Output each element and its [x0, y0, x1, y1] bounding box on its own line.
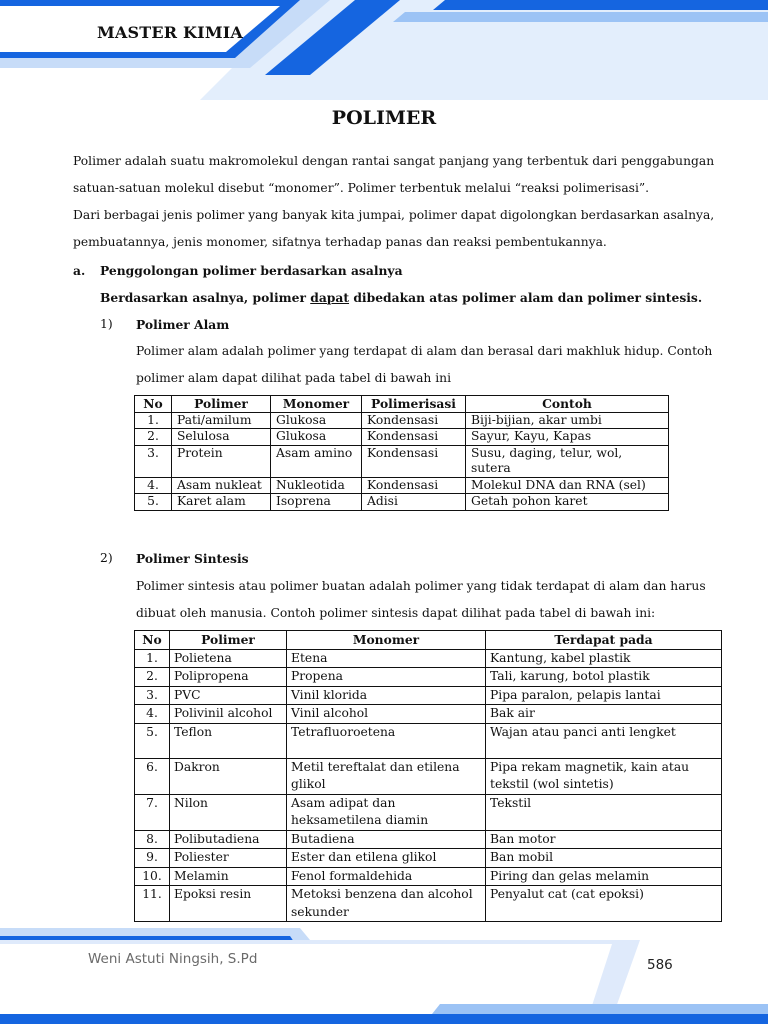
table-cell: Nilon: [170, 794, 287, 830]
table-cell: 8.: [135, 830, 170, 849]
table-cell: Pipa paralon, pelapis lantai: [486, 686, 722, 705]
table-cell: Kondensasi: [362, 445, 466, 477]
polimer-alam-table: [134, 395, 669, 511]
table-row: [135, 412, 669, 429]
table-cell: 2.: [135, 429, 172, 446]
header-title: MASTER KIMIA: [97, 23, 244, 42]
table-cell: 5.: [135, 723, 170, 758]
table-cell: Molekul DNA dan RNA (sel): [466, 477, 669, 494]
col-header: Terdapat pada: [486, 631, 722, 650]
col-header: No: [135, 396, 172, 413]
table-cell: Tetrafluoroetena: [287, 723, 486, 758]
table-row: [135, 649, 722, 668]
polimer-sintesis-table: [134, 630, 722, 922]
sintesis-marker: 2): [100, 551, 113, 565]
table-cell: Melamin: [170, 867, 287, 886]
page-number: 586: [647, 957, 673, 973]
sintesis-desc-1: Polimer sintesis atau polimer buatan adalah polimer yang tidak terdapat di alam dan harus: [136, 579, 706, 593]
table-cell: Glukosa: [271, 429, 362, 446]
table-cell: Dakron: [170, 758, 287, 794]
table-cell: 11.: [135, 886, 170, 922]
table-cell: Kondensasi: [362, 477, 466, 494]
alam-heading: Polimer Alam: [136, 317, 230, 332]
col-header: Polimer: [170, 631, 287, 650]
table-cell: Asam amino: [271, 445, 362, 477]
table-cell: Kondensasi: [362, 412, 466, 429]
table-cell: Vinil klorida: [287, 686, 486, 705]
table-cell: Asam nukleat: [172, 477, 271, 494]
table-cell: Bak air: [486, 705, 722, 724]
table-cell: Pati/amilum: [172, 412, 271, 429]
table-cell: Asam adipat dan heksametilena diamin: [287, 794, 486, 830]
table-cell: 1.: [135, 412, 172, 429]
table-cell: Fenol formaldehida: [287, 867, 486, 886]
table-cell: Propena: [287, 668, 486, 687]
table-cell: Polietena: [170, 649, 287, 668]
table-cell: Ban mobil: [486, 849, 722, 868]
table-row: [135, 794, 722, 830]
table-cell: Butadiena: [287, 830, 486, 849]
table-cell: 6.: [135, 758, 170, 794]
table-row: [135, 886, 722, 922]
table-cell: Pipa rekam magnetik, kain atau tekstil (wol sintetis): [486, 758, 722, 794]
col-header: Monomer: [271, 396, 362, 413]
intro-line-4: pembuatannya, jenis monomer, sifatnya terhadap panas dan reaksi pembentukannya.: [73, 235, 607, 249]
table-cell: Ban motor: [486, 830, 722, 849]
sintesis-desc-2: dibuat oleh manusia. Contoh polimer sintesis dapat dilihat pada tabel di bawah ini:: [136, 606, 656, 620]
section-a-heading: Penggolongan polimer berdasarkan asalnya: [100, 263, 403, 278]
table-cell: Piring dan gelas melamin: [486, 867, 722, 886]
table-cell: 4.: [135, 705, 170, 724]
alam-desc-2: polimer alam dapat dilihat pada tabel di bawah ini: [136, 371, 452, 385]
table-cell: Selulosa: [172, 429, 271, 446]
underlined-word: dapat: [310, 290, 350, 305]
page-title: POLIMER: [331, 107, 437, 129]
table-cell: 10.: [135, 867, 170, 886]
table-cell: Metil tereftalat dan etilena glikol: [287, 758, 486, 794]
col-header: No: [135, 631, 170, 650]
table-row: [135, 429, 669, 446]
table-cell: Tali, karung, botol plastik: [486, 668, 722, 687]
table-cell: 4.: [135, 477, 172, 494]
table-cell: Metoksi benzena dan alcohol sekunder: [287, 886, 486, 922]
table-row: [135, 686, 722, 705]
table-row: [135, 830, 722, 849]
table-cell: Nukleotida: [271, 477, 362, 494]
col-header: Polimerisasi: [362, 396, 466, 413]
table-row: [135, 758, 722, 794]
table-cell: PVC: [170, 686, 287, 705]
table-cell: Isoprena: [271, 494, 362, 511]
table-row: [135, 723, 722, 758]
table-cell: Karet alam: [172, 494, 271, 511]
table-header-row: [135, 396, 669, 413]
table-row: [135, 668, 722, 687]
table-cell: Wajan atau panci anti lengket: [486, 723, 722, 758]
section-a-marker: a.: [73, 263, 86, 278]
header-banner: [0, 0, 768, 100]
table-cell: 2.: [135, 668, 170, 687]
table-cell: Kantung, kabel plastik: [486, 649, 722, 668]
col-header: Polimer: [172, 396, 271, 413]
table-cell: Protein: [172, 445, 271, 477]
table-cell: Sayur, Kayu, Kapas: [466, 429, 669, 446]
intro-line-3: Dari berbagai jenis polimer yang banyak kita jumpai, polimer dapat digolongkan berdasarkan asalnya,: [73, 208, 715, 222]
table-cell: Teflon: [170, 723, 287, 758]
table-cell: 1.: [135, 649, 170, 668]
table-cell: Penyalut cat (cat epoksi): [486, 886, 722, 922]
intro-line-2: satuan-satuan molekul disebut “monomer”. Polimer terbentuk melalui “reaksi polimerisasi”.: [73, 181, 650, 195]
table-cell: 9.: [135, 849, 170, 868]
table-cell: 3.: [135, 445, 172, 477]
table-cell: Tekstil: [486, 794, 722, 830]
table-cell: 3.: [135, 686, 170, 705]
table-row: [135, 494, 669, 511]
sintesis-heading: Polimer Sintesis: [136, 551, 249, 566]
table-cell: Poliester: [170, 849, 287, 868]
table-row: [135, 705, 722, 724]
table-cell: Polibutadiena: [170, 830, 287, 849]
table-cell: Adisi: [362, 494, 466, 511]
col-header: Monomer: [287, 631, 486, 650]
col-header: Contoh: [466, 396, 669, 413]
table-cell: Susu, daging, telur, wol, sutera: [466, 445, 669, 477]
table-cell: 5.: [135, 494, 172, 511]
alam-marker: 1): [100, 317, 113, 331]
table-row: [135, 477, 669, 494]
table-cell: Vinil alcohol: [287, 705, 486, 724]
table-cell: Biji-bijian, akar umbi: [466, 412, 669, 429]
intro-line-1: Polimer adalah suatu makromolekul dengan rantai sangat panjang yang terbentuk dari penggabungan: [73, 154, 715, 168]
table-cell: Kondensasi: [362, 429, 466, 446]
table-cell: Glukosa: [271, 412, 362, 429]
alam-desc-1: Polimer alam adalah polimer yang terdapat di alam dan berasal dari makhluk hidup. Contoh: [136, 344, 713, 358]
footer-author: Weni Astuti Ningsih, S.Pd: [88, 951, 258, 967]
table-cell: Polivinil alcohol: [170, 705, 287, 724]
section-a-subtitle: Berdasarkan asalnya, polimer dapat dibedakan atas polimer alam dan polimer sintesis.: [100, 290, 703, 305]
table-cell: 7.: [135, 794, 170, 830]
table-cell: Etena: [287, 649, 486, 668]
table-cell: Polipropena: [170, 668, 287, 687]
table-row: [135, 867, 722, 886]
table-cell: Ester dan etilena glikol: [287, 849, 486, 868]
table-cell: Epoksi resin: [170, 886, 287, 922]
table-header-row: [135, 631, 722, 650]
table-cell: Getah pohon karet: [466, 494, 669, 511]
table-row: [135, 445, 669, 477]
table-row: [135, 849, 722, 868]
